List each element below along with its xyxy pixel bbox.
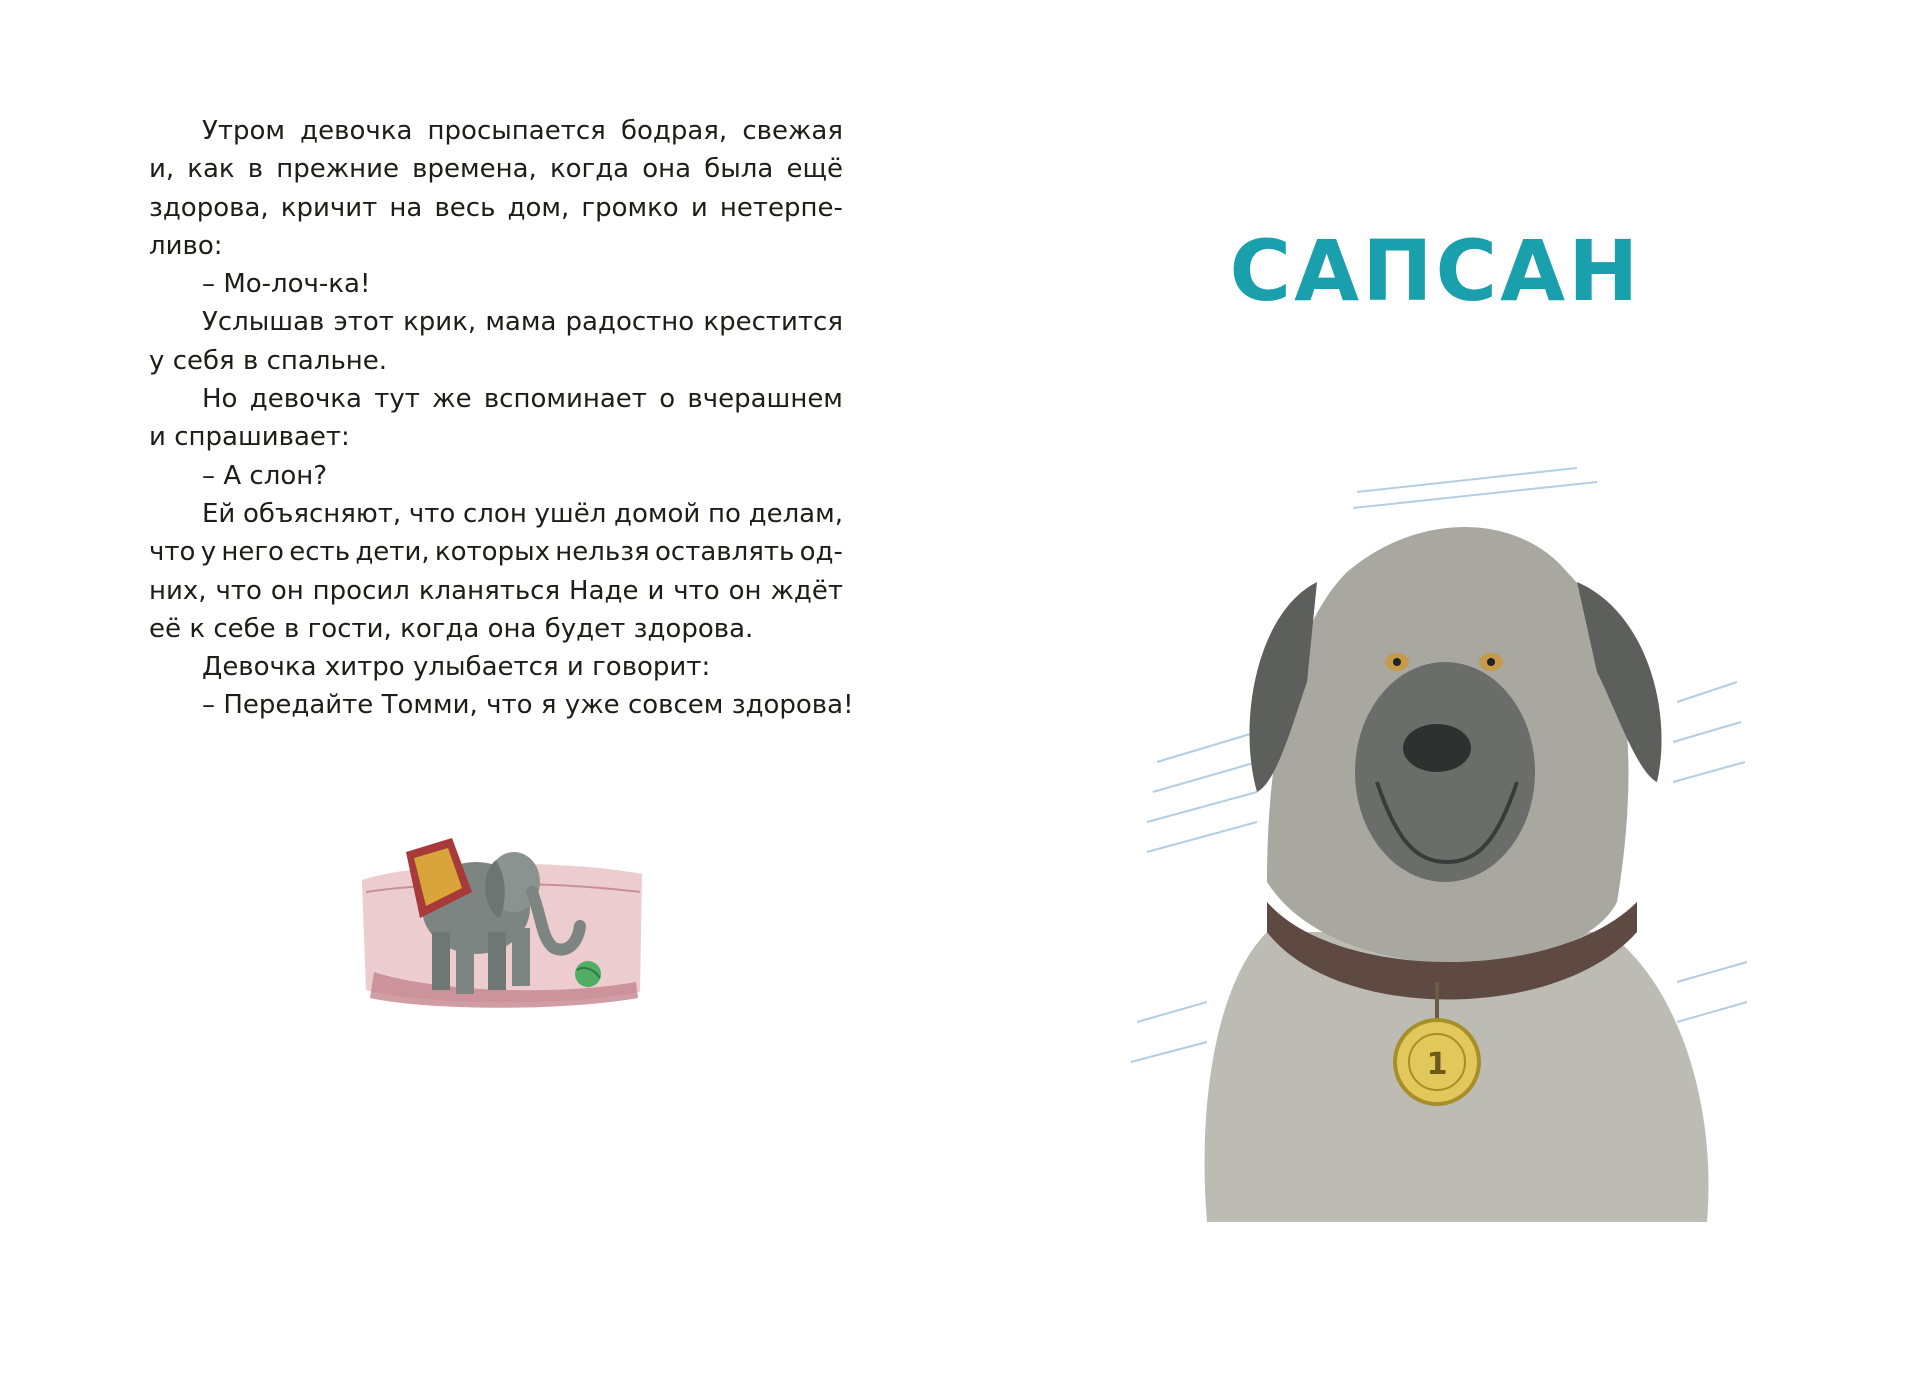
chapter-title: САПСАН bbox=[1229, 222, 1642, 320]
text-line: Но девочка тут же вспоминает о вчерашнем bbox=[202, 384, 843, 415]
right-page bbox=[957, 0, 1914, 1388]
text-line: здорова, кричит на весь дом, громко и нетерпе- bbox=[149, 192, 843, 223]
text-line: Девочка хитро улыбается и говорит: bbox=[202, 652, 711, 683]
text-line: Ей объясняют, что слон ушёл домой по делам, bbox=[202, 498, 843, 529]
text-line: что у него есть дети, которых нельзя оставлять од- bbox=[149, 537, 843, 568]
text-line: – Мо-лоч-ка! bbox=[202, 269, 371, 300]
text-line: ливо: bbox=[149, 230, 223, 261]
text-line: и, как в прежние времена, когда она была ещё bbox=[149, 154, 843, 185]
medal-number: 1 bbox=[1426, 1047, 1448, 1082]
text-line: – Передайте Томми, что я уже совсем здорова! bbox=[202, 690, 854, 721]
text-line: её к себе в гости, когда она будет здорова. bbox=[149, 613, 754, 644]
text-line: – А слон? bbox=[202, 460, 328, 491]
text-line: и спрашивает: bbox=[149, 422, 350, 453]
text-line: у себя в спальне. bbox=[149, 345, 388, 376]
text-line: них, что он просил кланяться Наде и что он ждёт bbox=[149, 575, 843, 606]
text-line: Утром девочка просыпается бодрая, свежая bbox=[202, 116, 843, 146]
story-text bbox=[149, 112, 854, 725]
elephant-illustration bbox=[356, 822, 646, 1012]
dog-illustration bbox=[1117, 462, 1757, 1222]
text-line: Услышав этот крик, мама радостно крестится bbox=[202, 307, 843, 338]
